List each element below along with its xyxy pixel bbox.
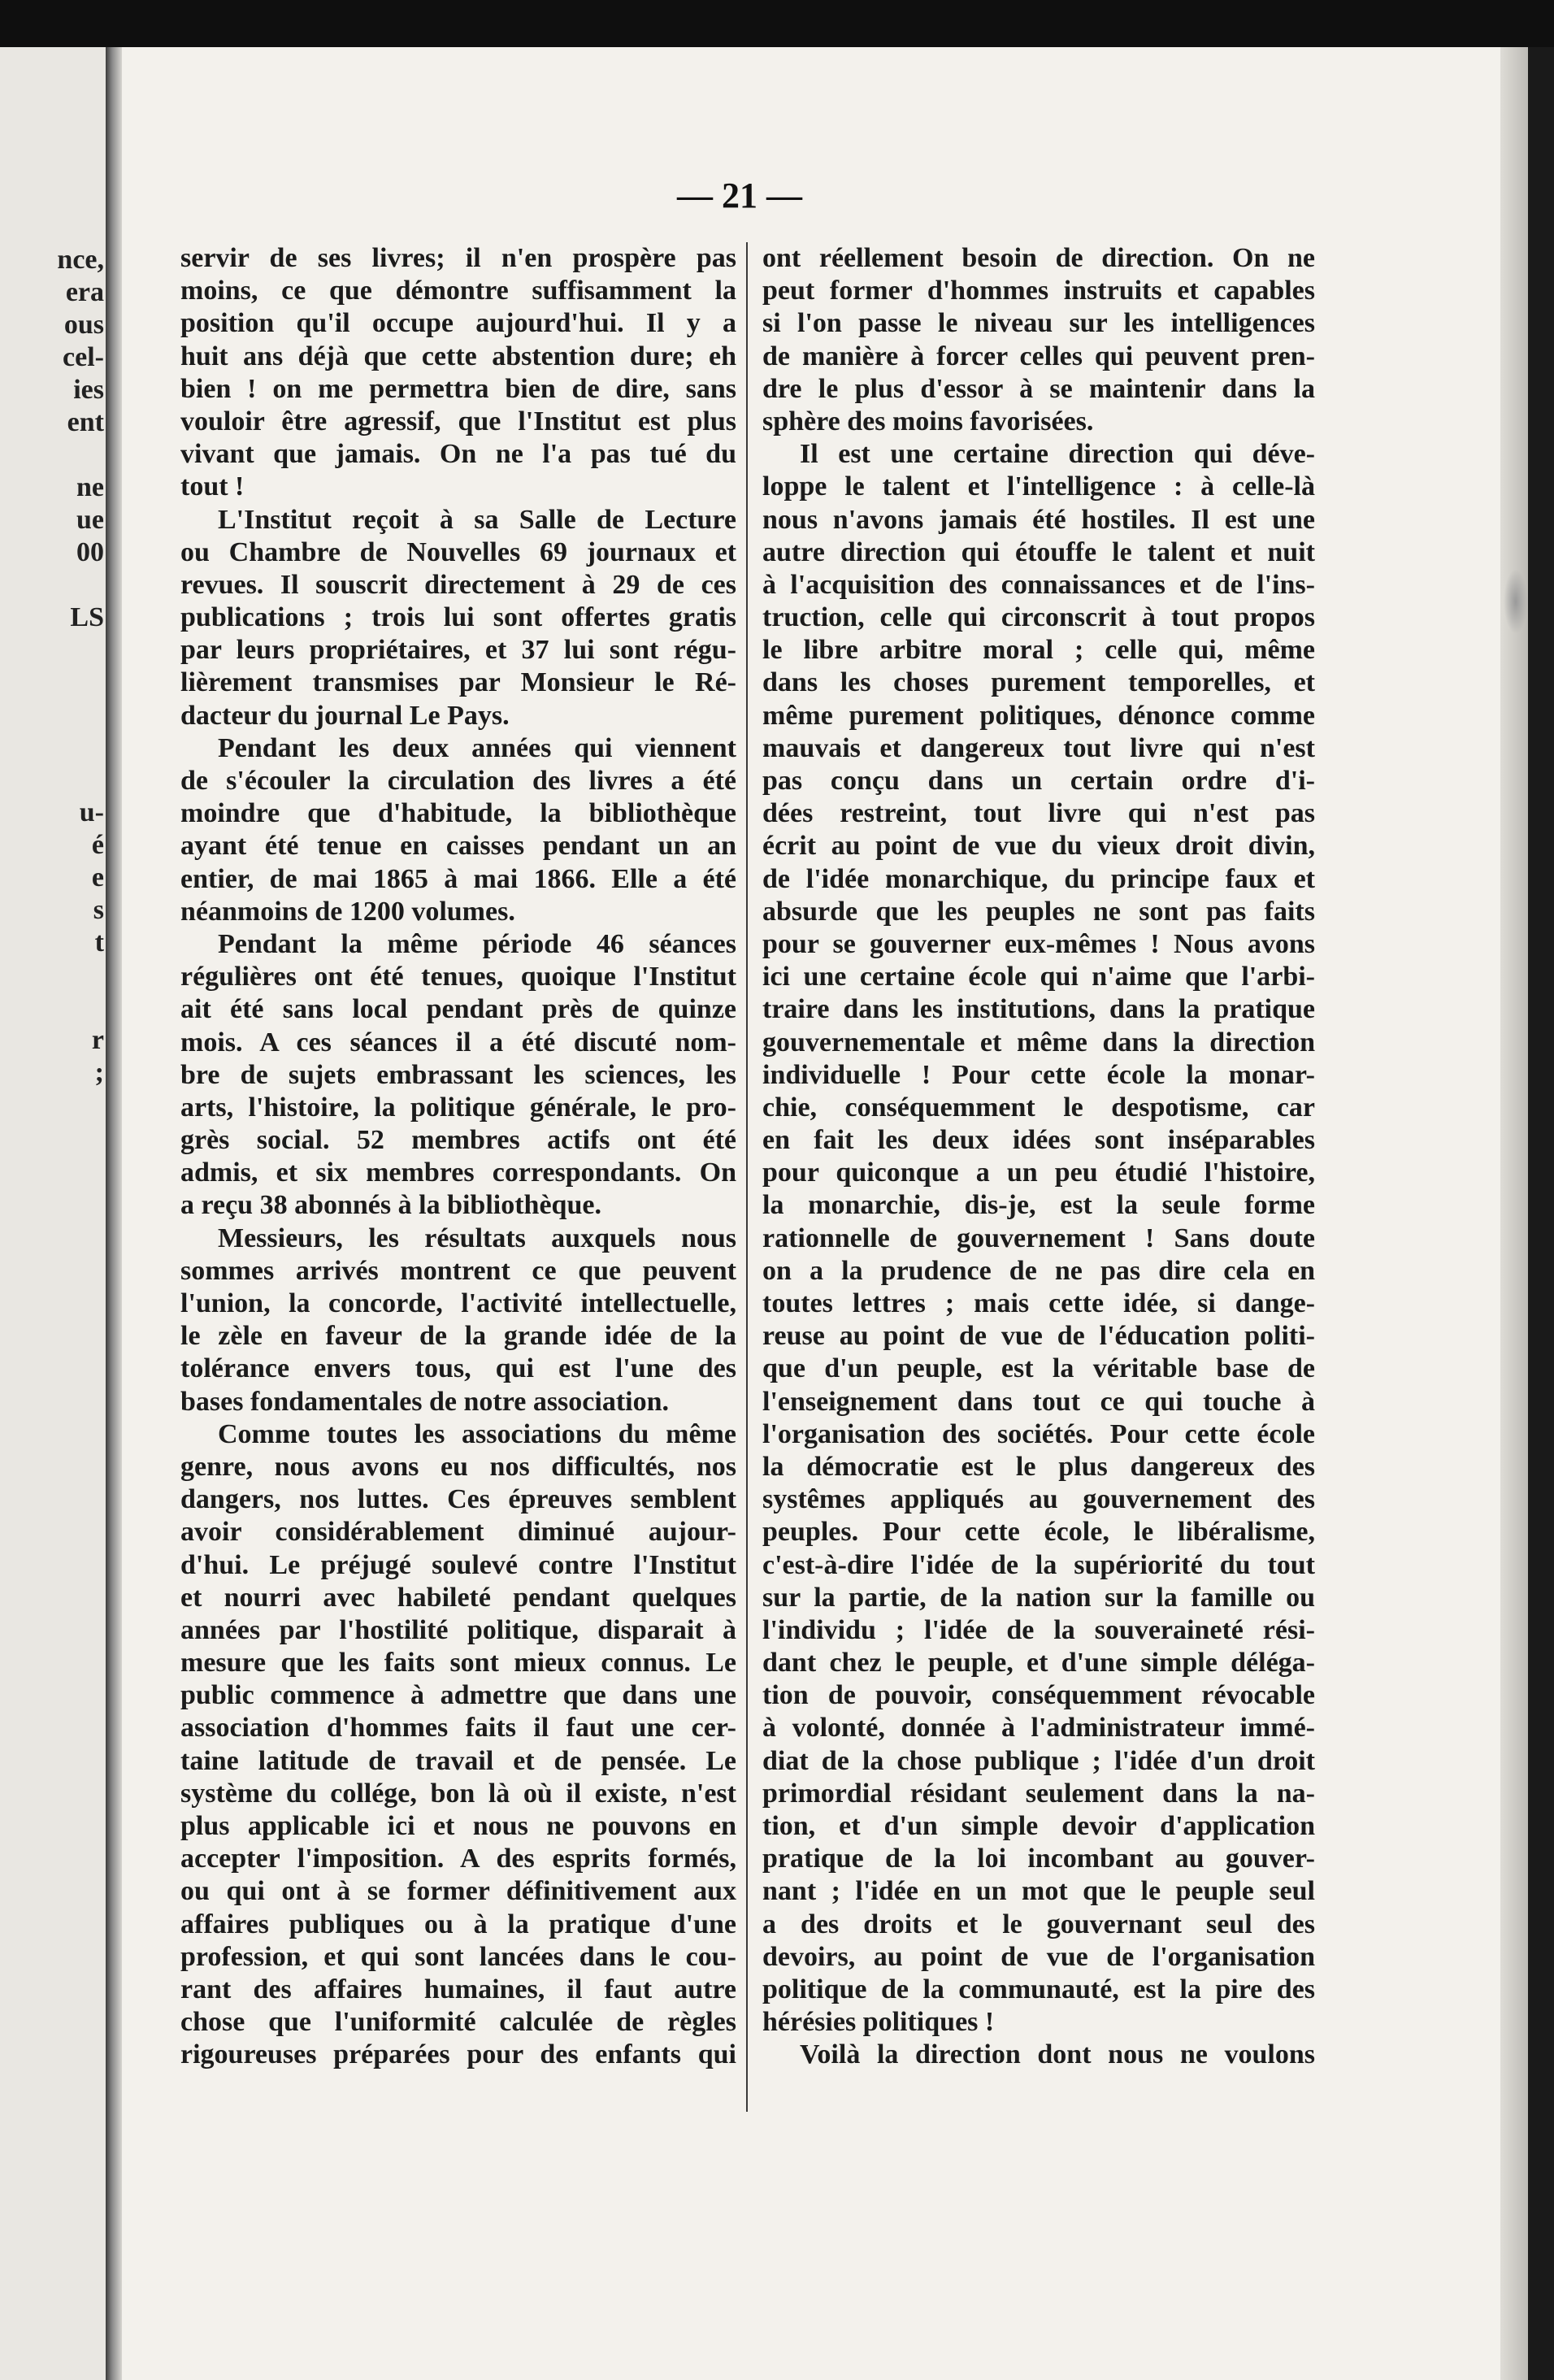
margin-fragment: ent [67, 407, 104, 437]
text-line: système du collége, bon là où il existe, n'est [180, 1778, 736, 1809]
text-line: peut former d'hommes instruits et capables [762, 276, 1315, 306]
text-line: sommes arrivés montrent ce que peuvent [180, 1255, 736, 1286]
margin-fragment [0, 667, 104, 699]
text-line: tion, et d'un simple devoir d'application [762, 1811, 1315, 1841]
margin-fragment: LS [70, 602, 104, 632]
text-line: de manière à forcer celles qui peuvent pren- [762, 341, 1315, 371]
margin-fragment [0, 569, 104, 602]
margin-fragment: nce, [57, 245, 104, 275]
column-divider [746, 242, 748, 2112]
margin-fragment: ; [94, 1058, 104, 1088]
text-line: la monarchie, dis-je, est la seule forme [762, 1190, 1315, 1221]
text-line: en fait les deux idées sont inséparables [762, 1125, 1315, 1156]
text-line: a des droits et le gouvernant seul des [762, 1909, 1315, 1939]
text-line: moindre que d'habitude, la bibliothèque [180, 798, 736, 829]
text-line: Messieurs, les résultats auxquels nous [218, 1223, 736, 1253]
text-line: bases fondamentales de notre association. [180, 1386, 669, 1417]
text-line: de l'idée monarchique, du principe faux et [762, 863, 1315, 894]
margin-fragment: t [94, 927, 104, 958]
margin-fragment: s [93, 895, 104, 925]
text-line: nant ; l'idée en un mot que le peuple seul [762, 1876, 1315, 1907]
text-line: a reçu 38 abonnés à la bibliothèque. [180, 1190, 601, 1221]
text-line: que d'un peuple, est la véritable base de [762, 1353, 1315, 1384]
text-line: lièrement transmises par Monsieur le Ré- [180, 667, 736, 698]
text-line: à l'acquisition des connaissances et de l'ins- [762, 569, 1315, 600]
right-text-column [762, 242, 1315, 2072]
text-line: devoirs, au point de vue de l'organisation [762, 1941, 1315, 1972]
text-line: nous n'avons jamais été hostiles. Il est une [762, 504, 1315, 535]
text-line: Pendant les deux années qui viennent [218, 732, 736, 763]
text-line: rant des affaires humaines, il faut autre [180, 1974, 736, 2004]
text-line: diat de la chose publique ; l'idée d'un droit [762, 1745, 1315, 1776]
text-line: affaires publiques ou à la pratique d'une [180, 1909, 736, 1939]
text-line: L'Institut reçoit à sa Salle de Lecture [218, 504, 736, 535]
text-line: dant chez le peuple, et d'une simple déléga- [762, 1648, 1315, 1679]
text-line: si l'on passe le niveau sur les intelligences [762, 308, 1315, 339]
book-spine [106, 47, 122, 2380]
text-line: pour se gouverner eux-mêmes ! Nous avons [762, 928, 1315, 959]
text-line: genre, nous avons eu nos difficultés, nos [180, 1451, 736, 1482]
text-line: par leurs propriétaires, et 37 lui sont régu- [180, 635, 736, 666]
margin-fragment: e [91, 862, 104, 892]
text-line: systêmes appliqués au gouvernement des [762, 1484, 1315, 1515]
text-line: rationnelle de gouvernement ! Sans doute [762, 1223, 1315, 1253]
text-line: bre de sujets embrassant les sciences, les [180, 1059, 736, 1090]
text-line: profession, et qui sont lancées dans le cou- [180, 1941, 736, 1972]
page-number: — 21 — [677, 176, 802, 215]
margin-fragment [0, 634, 104, 667]
text-line: servir de ses livres; il n'en prospère pas [180, 243, 736, 273]
text-line: huit ans déjà que cette abstention dure; eh [180, 341, 736, 371]
text-line: années par l'hostilité politique, disparait à [180, 1614, 736, 1645]
text-line: l'enseignement dans tout ce qui touche à [762, 1386, 1315, 1417]
text-line: mesure que les faits sont mieux connus. Le [180, 1648, 736, 1679]
text-line: sphère des moins favorisées. [762, 406, 1094, 436]
margin-fragment [0, 992, 104, 1024]
text-line: le zèle en faveur de la grande idée de la [180, 1321, 736, 1352]
text-line: accepter l'imposition. A des esprits formés, [180, 1844, 736, 1874]
text-line: association d'hommes faits il faut une cer- [180, 1713, 736, 1744]
text-line: tolérance envers tous, qui est l'une des [180, 1353, 736, 1384]
text-line: de s'écouler la circulation des livres a été [180, 766, 736, 796]
text-line: rigoureuses préparées pour des enfants qui [180, 2039, 736, 2070]
text-line: la démocratie est le plus dangereux des [762, 1451, 1315, 1482]
text-line: chie, conséquemment le despotisme, car [762, 1092, 1315, 1123]
text-line: autre direction qui étouffe le talent et nuit [762, 536, 1315, 567]
text-line: et nourri avec habileté pendant quelques [180, 1582, 736, 1613]
text-line: public commence à admettre que dans une [180, 1680, 736, 1711]
margin-fragment [0, 439, 104, 471]
text-line: ou Chambre de Nouvelles 69 journaux et [180, 536, 736, 567]
text-line: revues. Il souscrit directement à 29 de ces [180, 569, 736, 600]
text-line: truction, celle qui circonscrit à tout propos [762, 602, 1315, 633]
text-line: l'organisation des sociétés. Pour cette école [762, 1418, 1315, 1449]
text-line: tion de pouvoir, conséquemment révocable [762, 1680, 1315, 1711]
text-line: Il est une certaine direction qui déve- [800, 439, 1315, 470]
text-line: reuse au point de vue de l'éducation politi- [762, 1321, 1315, 1352]
text-line: mauvais et dangereux tout livre qui n'est [762, 732, 1315, 763]
margin-fragment: cel- [63, 342, 104, 372]
scanner-top-border [0, 0, 1554, 47]
text-line: pour quiconque a un peu étudié l'histoire, [762, 1157, 1315, 1188]
text-line: sur la partie, de la nation sur la famille ou [762, 1582, 1315, 1613]
text-line: néanmoins de 1200 volumes. [180, 896, 515, 927]
text-line: dangers, nos luttes. Ces épreuves semblent [180, 1484, 736, 1515]
text-line: c'est-à-dire l'idée de la supériorité du tout [762, 1549, 1315, 1580]
text-line: tout ! [180, 471, 245, 502]
text-line: position qu'il occupe aujourd'hui. Il y a [180, 308, 736, 339]
paper-stain [1504, 569, 1528, 634]
text-line: on a la prudence de ne pas dire cela en [762, 1255, 1315, 1286]
text-line: bien ! on me permettra bien de dire, sans [180, 373, 736, 404]
text-line: le libre arbitre moral ; celle qui, même [762, 635, 1315, 666]
text-line: ici une certaine école qui n'aime que l'arbi- [762, 962, 1315, 992]
text-line: ont réellement besoin de direction. On ne [762, 243, 1315, 273]
text-line: mois. A ces séances il a été discuté nom- [180, 1027, 736, 1058]
text-line: arts, l'histoire, la politique générale, le pro- [180, 1092, 736, 1123]
left-text-column [180, 242, 736, 2072]
text-line: vouloir être agressif, que l'Institut est plus [180, 406, 736, 436]
text-line: ou qui ont à se former définitivement aux [180, 1876, 736, 1907]
text-line: dre le plus d'essor à se maintenir dans la [762, 373, 1315, 404]
text-line: l'union, la concorde, l'activité intellectuelle, [180, 1288, 736, 1318]
text-line: Pendant la même période 46 séances [218, 928, 736, 959]
text-line: traire dans les institutions, dans la pratique [762, 994, 1315, 1025]
text-line: même purement politiques, dénonce comme [762, 700, 1315, 731]
text-line: dans les choses purement temporelles, et [762, 667, 1315, 698]
text-line: pratique de la loi incombant au gouver- [762, 1844, 1315, 1874]
text-line: avoir considérablement diminué aujour- [180, 1517, 736, 1548]
text-line: taine latitude de travail et de pensée. Le [180, 1745, 736, 1776]
text-line: gouvernementale et même dans la direction [762, 1027, 1315, 1058]
text-line: peuples. Pour cette école, le libéralisme, [762, 1517, 1315, 1548]
text-line: Voilà la direction dont nous ne voulons [800, 2039, 1315, 2070]
facing-page-text-fragments [0, 244, 104, 1089]
text-line: entier, de mai 1865 à mai 1866. Elle a été [180, 863, 736, 894]
text-line: moins, ce que démontre suffisamment la [180, 276, 736, 306]
text-line: Comme toutes les associations du même [218, 1418, 736, 1449]
margin-fragment [0, 732, 104, 764]
text-line: hérésies politiques ! [762, 2007, 995, 2038]
margin-fragment: 00 [76, 537, 104, 567]
text-line: vivant que jamais. On ne l'a pas tué du [180, 439, 736, 470]
text-line: l'individu ; l'idée de la souveraineté rési- [762, 1614, 1315, 1645]
text-line: publications ; trois lui sont offertes gratis [180, 602, 736, 633]
margin-fragment: r [91, 1025, 104, 1055]
text-line: loppe le talent et l'intelligence : à celle-là [762, 471, 1315, 502]
text-line: absurde que les peuples ne sont pas faits [762, 896, 1315, 927]
text-line: chose que l'uniformité calculée de règles [180, 2007, 736, 2038]
margin-fragment: ies [73, 375, 104, 405]
text-line: individuelle ! Pour cette école la monar- [762, 1059, 1315, 1090]
text-line: politique de la communauté, est la pire des [762, 1974, 1315, 2004]
text-line: dées restreint, tout livre qui n'est pas [762, 798, 1315, 829]
text-line: admis, et six membres correspondants. On [180, 1157, 736, 1188]
margin-fragment: ous [63, 310, 104, 340]
margin-fragment: u- [79, 797, 104, 827]
text-line: ayant été tenue en caisses pendant un an [180, 831, 736, 862]
text-line: toutes lettres ; mais cette idée, si dange- [762, 1288, 1315, 1318]
margin-fragment [0, 764, 104, 797]
text-line: dacteur du journal Le Pays. [180, 700, 510, 731]
text-line: pas conçu dans un certain ordre d'i- [762, 766, 1315, 796]
text-line: d'hui. Le préjugé soulevé contre l'Institut [180, 1549, 736, 1580]
margin-fragment [0, 699, 104, 732]
text-line: primordial résidant seulement dans la na- [762, 1778, 1315, 1809]
margin-fragment: é [91, 830, 104, 860]
text-line: grès social. 52 membres actifs ont été [180, 1125, 736, 1156]
text-line: plus applicable ici et nous ne pouvons en [180, 1811, 736, 1841]
margin-fragment: ne [76, 472, 104, 502]
margin-fragment [0, 959, 104, 992]
text-line: ait été sans local pendant près de quinze [180, 994, 736, 1025]
page-right-edge [1500, 47, 1528, 2380]
text-line: régulières ont été tenues, quoique l'Institut [180, 962, 736, 992]
margin-fragment: era [65, 277, 104, 307]
text-line: écrit au point de vue du vieux droit divin, [762, 831, 1315, 862]
text-line: à volonté, donnée à l'administrateur immé- [762, 1713, 1315, 1744]
margin-fragment: ue [76, 505, 104, 535]
